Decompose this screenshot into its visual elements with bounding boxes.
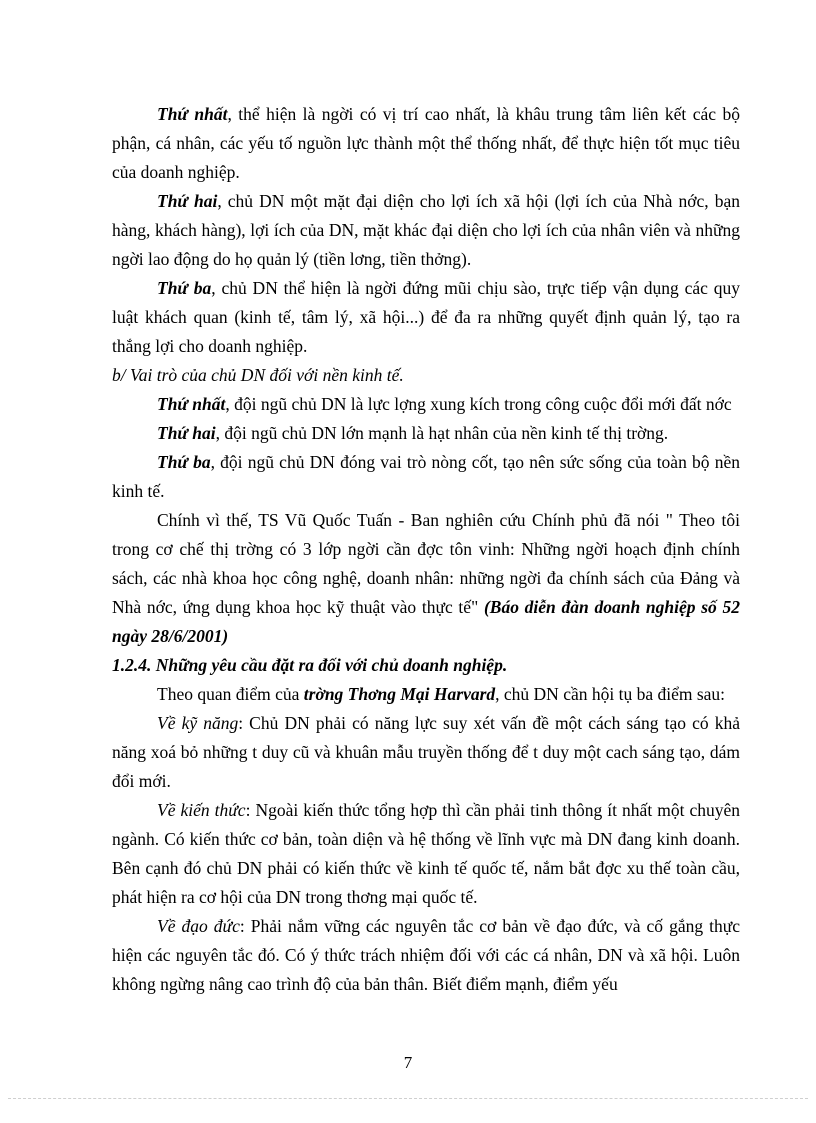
requirement-lead: Về kỹ năng — [157, 713, 239, 733]
paragraph-text: , chủ DN một mặt đại diện cho lợi ích xã hội (lợi ích của Nhà nớc, bạn hàng, khách hàng), lợi ích của DN, mặt khác đại diện cho lợi ích của nhân viên và những ngời lao động do họ quản lý (tiền lơng, tiền thởng). — [112, 191, 740, 269]
requirement-text: : Ngoài kiến thức tổng hợp thì cần phải tinh thông ít nhất một chuyên ngành. Có kiến thức cơ bản, toàn diện và hệ thống về lĩnh vực mà DN đang kinh doanh. Bên cạnh đó chủ DN phải có kiến thức về kinh tế quốc tế, nắm bắt đợc xu thế toàn cầu, phát hiện ra cơ hội của DN trong thơng mại quốc tế. — [112, 800, 740, 907]
requirement-text: : Chủ DN phải có năng lực suy xét vấn đề một cách sáng tạo có khả năng xoá bỏ những t duy cũ và khuân mẫu truyền thống để t duy một cach sáng tạo, dám đổi mới. — [112, 713, 740, 791]
paragraph-harvard — [112, 680, 740, 709]
requirement-skills — [112, 709, 740, 796]
quote-source: (Báo diễn đàn doanh nghiệp số 52 ngày 28/6/2001) — [112, 597, 740, 646]
paragraph-lead: Thứ ba — [157, 278, 212, 298]
paragraph-economy-2 — [112, 419, 740, 448]
section-heading-1-2-4: 1.2.4. Những yêu cầu đặt ra đối với chủ doanh nghiệp. — [112, 655, 508, 675]
requirement-lead: Về đạo đức — [157, 916, 240, 936]
paragraph-role-3 — [112, 274, 740, 361]
paragraph-text: , đội ngũ chủ DN lớn mạnh là hạt nhân của nền kinh tế thị trờng. — [215, 423, 669, 443]
paragraph-text: , chủ DN thể hiện là ngời đứng mũi chịu sào, trực tiếp vận dụng các quy luật khách quan (kinh tế, tâm lý, xã hội...) để đa ra những quyết định quản lý, tạo ra thắng lợi cho doanh nghiệp. — [112, 278, 740, 356]
paragraph-lead: Thứ nhất — [157, 394, 226, 414]
page-number: 7 — [403, 1053, 413, 1072]
harvard-before: Theo quan điểm của — [157, 684, 304, 704]
paragraph-text: , đội ngũ chủ DN đóng vai trò nòng cốt, tạo nên sức sống của toàn bộ nền kinh tế. — [112, 452, 740, 501]
paragraph-economy-3 — [112, 448, 740, 506]
document-page — [112, 100, 740, 999]
paragraph-lead: Thứ hai — [157, 423, 216, 443]
paragraph-text: , thể hiện là ngời có vị trí cao nhất, là khâu trung tâm liên kết các bộ phận, cá nhân, các yếu tố nguồn lực thành một thể thống nhất, để thực hiện tốt mục tiêu của doanh nghiệp. — [112, 104, 740, 182]
paragraph-economy-1 — [112, 390, 740, 419]
paragraph-lead: Thứ hai — [157, 191, 218, 211]
requirement-text: : Phải nắm vững các nguyên tắc cơ bản về đạo đức, và cố gắng thực hiện các nguyên tắc đó. Có ý thức trách nhiệm đối với các cá nhân, DN và xã hội. Luôn không ngừng nâng cao trình độ của bản thân. Biết điểm mạnh, điểm yếu — [112, 916, 740, 994]
paragraph-quote — [112, 506, 740, 651]
footer-divider — [8, 1098, 808, 1099]
paragraph-role-2 — [112, 187, 740, 274]
paragraph-lead: Thứ ba — [157, 452, 211, 472]
quote-text: Chính vì thế, TS Vũ Quốc Tuấn - Ban nghiên cứu Chính phủ đã nói " Theo tôi trong cơ chế thị trờng có 3 lớp ngời cần đợc tôn vinh: Những ngời hoạch định chính sách, các nhà khoa học công nghệ, doanh nhân: những ngời đa chính sách của Đảng và Nhà nớc, ứng dụng khoa học kỹ thuật vào thực tế" — [112, 510, 740, 617]
paragraph-lead: Thứ nhất — [157, 104, 228, 124]
requirement-lead: Về kiến thức — [157, 800, 246, 820]
section-heading-b: b/ Vai trò của chủ DN đối với nền kinh tế. — [112, 365, 404, 385]
requirement-knowledge — [112, 796, 740, 912]
paragraph-role-1 — [112, 100, 740, 187]
paragraph-text: , đội ngũ chủ DN là lực lợng xung kích trong công cuộc đổi mới đất nớc — [225, 394, 732, 414]
harvard-after: , chủ DN cần hội tụ ba điểm sau: — [495, 684, 726, 704]
requirement-ethics — [112, 912, 740, 999]
harvard-emph: trờng Thơng Mại Harvard — [303, 684, 496, 704]
